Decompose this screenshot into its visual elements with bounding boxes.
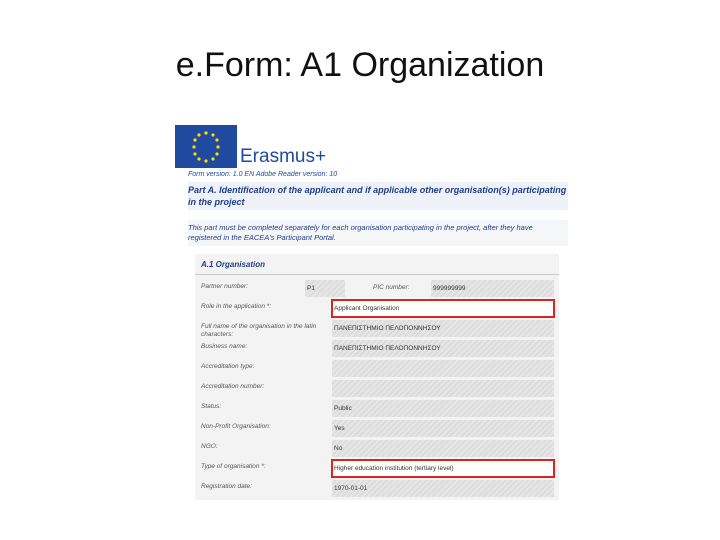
field-label: Non-Profit Organisation: xyxy=(201,423,271,430)
form-version: Form version: 1.0 EN Adobe Reader version: 10 xyxy=(188,171,338,178)
form-row xyxy=(195,480,559,498)
organisation-section xyxy=(195,254,559,500)
organisation-type-field[interactable]: Higher education institution (tertiary level) xyxy=(332,460,554,477)
field-label: Partner number: xyxy=(201,283,248,290)
field-label: Registration date: xyxy=(201,483,252,490)
field-label: Business name: xyxy=(201,343,248,350)
registration-date-field[interactable]: 1970-01-01 xyxy=(332,480,554,497)
slide-title: e.Form: A1 Organization xyxy=(175,46,545,84)
section-title: A.1 Organisation xyxy=(201,260,266,269)
form-row xyxy=(195,300,559,318)
part-note: This part must be completed separately for each organisation participating in the project, after they have registered in the EACEA's Participant Portal. xyxy=(188,220,568,246)
eu-flag-icon xyxy=(175,125,237,168)
logo-row xyxy=(173,121,571,169)
accreditation-number-field[interactable] xyxy=(332,380,554,397)
ngo-field[interactable]: No xyxy=(332,440,554,457)
partner-number-row xyxy=(195,280,559,298)
role-field[interactable]: Applicant Organisation xyxy=(332,300,554,317)
form-row xyxy=(195,380,559,398)
field-label: Accreditation number: xyxy=(201,383,265,390)
form-row xyxy=(195,420,559,438)
field-label: Role in the application *: xyxy=(201,303,272,310)
section-divider xyxy=(195,274,559,275)
eform-screenshot xyxy=(173,118,571,502)
pic-number-field[interactable]: 999999999 xyxy=(431,280,554,297)
form-row xyxy=(195,340,559,358)
form-row xyxy=(195,400,559,418)
form-row xyxy=(195,320,559,338)
status-field[interactable]: Public xyxy=(332,400,554,417)
field-label: Type of organisation *: xyxy=(201,463,266,470)
part-heading: Part A. Identification of the applicant and if applicable other organisation(s) participating in the project xyxy=(188,182,568,210)
form-row xyxy=(195,360,559,378)
field-label: Full name of the organisation in the latin characters: xyxy=(201,323,317,338)
field-label: Status: xyxy=(201,403,222,410)
field-label: NGO: xyxy=(201,443,218,450)
field-label: Accreditation type: xyxy=(201,363,255,370)
pic-label: PIC number: xyxy=(373,284,410,291)
partner-number-field[interactable]: P1 xyxy=(305,280,345,297)
erasmus-brand: Erasmus+ xyxy=(240,146,327,167)
form-row xyxy=(195,440,559,458)
accreditation-type-field[interactable] xyxy=(332,360,554,377)
business-name-field[interactable]: ΠΑΝΕΠΙΣΤΗΜΙΟ ΠΕΛΟΠΟΝΝΗΣΟΥ xyxy=(332,340,554,357)
form-row xyxy=(195,460,559,478)
full-name-field[interactable]: ΠΑΝΕΠΙΣΤΗΜΙΟ ΠΕΛΟΠΟΝΝΗΣΟΥ xyxy=(332,320,554,337)
non-profit-field[interactable]: Yes xyxy=(332,420,554,437)
